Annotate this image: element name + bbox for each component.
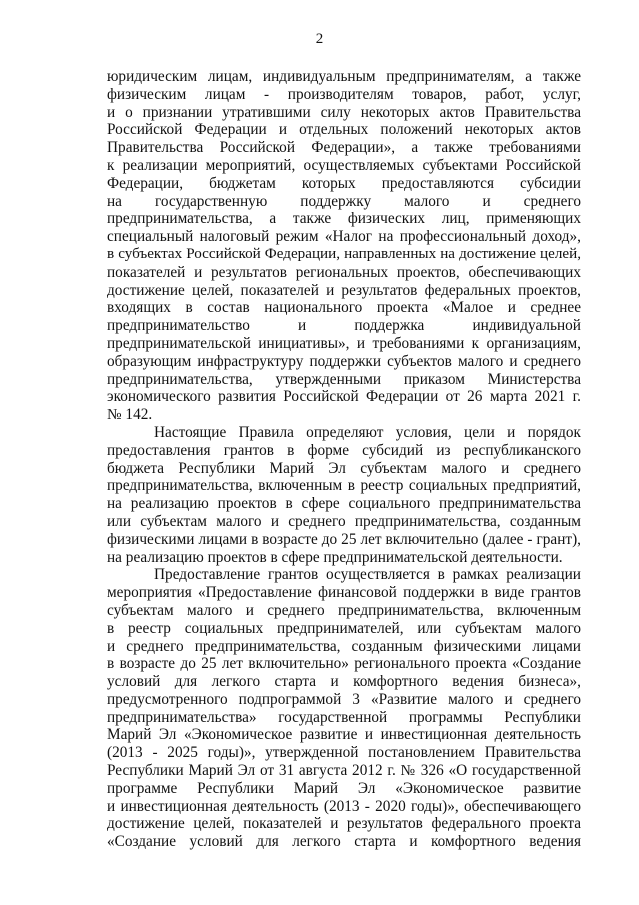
text-line: Настоящие Правила определяют условия, цели и порядок (154, 423, 581, 441)
text-line: и о признании утратившими силу некоторых актов Правительства (107, 103, 581, 121)
text-line: в возрасте до 25 лет включительно» регионального проекта «Создание (107, 655, 581, 673)
text-line: бюджета Республики Марий Эл субъектам малого и среднего (107, 459, 581, 477)
text-line: Предоставление грантов осуществляется в рамках реализации (154, 566, 581, 584)
text-line: на государственную поддержку малого и среднего (107, 192, 581, 210)
text-line: Правительства Российской Федерации», а также требованиями (107, 139, 581, 157)
text-line: достижение целей, показателей и результатов федерального проекта (107, 815, 581, 833)
text-line: предпринимательства, утвержденными приказом Министерства (107, 370, 581, 388)
text-line: предпринимательство и поддержка индивидуальной (107, 317, 581, 335)
text-line: входящих в состав национального проекта «Малое и среднее (107, 299, 581, 317)
text-line: «Создание условий для легкого старта и комфортного ведения (107, 833, 581, 851)
text-line: и инвестиционная деятельность (2013 - 2020 годы)», обеспечивающего (107, 797, 581, 815)
text-line: предпринимательства, а также физических лиц, применяющих (107, 210, 581, 228)
text-line: предусмотренного подпрограммой 3 «Развитие малого и среднего (107, 690, 581, 708)
text-line: предпринимательства» государственной программы Республики (107, 708, 581, 726)
text-line: Марий Эл «Экономическое развитие и инвестиционная деятельность (107, 726, 581, 744)
text-line: условий для легкого старта и комфортного ведения бизнеса», (107, 673, 581, 691)
text-line: мероприятия «Предоставление финансовой поддержки в виде грантов (107, 584, 581, 602)
text-line: программе Республики Марий Эл «Экономическое развитие (107, 779, 581, 797)
text-line: Республики Марий Эл от 31 августа 2012 г. № 326 «О государственной (107, 762, 581, 780)
text-line: № 142. (107, 406, 153, 424)
text-line: (2013 - 2025 годы)», утвержденной постановлением Правительства (107, 744, 581, 762)
text-line: на реализацию проектов в сфере социального предпринимательства (107, 495, 581, 513)
text-line: достижение целей, показателей и результатов федеральных проектов, (107, 281, 581, 299)
page-number: 2 (315, 31, 324, 47)
text-line: Российской Федерации и отдельных положений некоторых актов (107, 121, 581, 139)
text-line: или субъектам малого и среднего предпринимательства, созданным (107, 512, 581, 530)
document-body (107, 68, 581, 851)
text-line: к реализации мероприятий, осуществляемых субъектами Российской (107, 156, 581, 174)
text-line: показателей и результатов региональных проектов, обеспечивающих (107, 263, 581, 281)
text-line: специальный налоговый режим «Налог на профессиональный доход», (107, 228, 581, 246)
text-line: субъектам малого и среднего предпринимательства, включенным (107, 601, 581, 619)
text-line: физическими лицами в возрасте до 25 лет включительно (далее - грант), (107, 530, 581, 548)
text-line: физическим лицам - производителям товаров, работ, услуг, (107, 85, 581, 103)
text-line: Федерации, бюджетам которых предоставляются субсидии (107, 174, 581, 192)
text-line: и среднего предпринимательства, созданным физическими лицами (107, 637, 581, 655)
text-line: юридическим лицам, индивидуальным предпринимателям, а также (107, 68, 581, 85)
text-line: в реестр социальных предпринимателей, или субъектам малого (107, 619, 581, 637)
text-line: предпринимательства, включенным в реестр социальных предприятий, (107, 477, 581, 495)
text-line: на реализацию проектов в сфере предпринимательской деятельности. (107, 548, 563, 566)
text-line: предоставления грантов в форме субсидий из республиканского (107, 441, 581, 459)
text-line: в субъектах Российской Федерации, направленных на достижение целей, (107, 245, 581, 262)
text-line: предпринимательской инициативы», и требованиями к организациям, (107, 334, 581, 352)
text-line: экономического развития Российской Федерации от 26 марта 2021 г. (107, 388, 581, 406)
text-line: образующим инфраструктуру поддержки субъектов малого и среднего (107, 352, 581, 370)
